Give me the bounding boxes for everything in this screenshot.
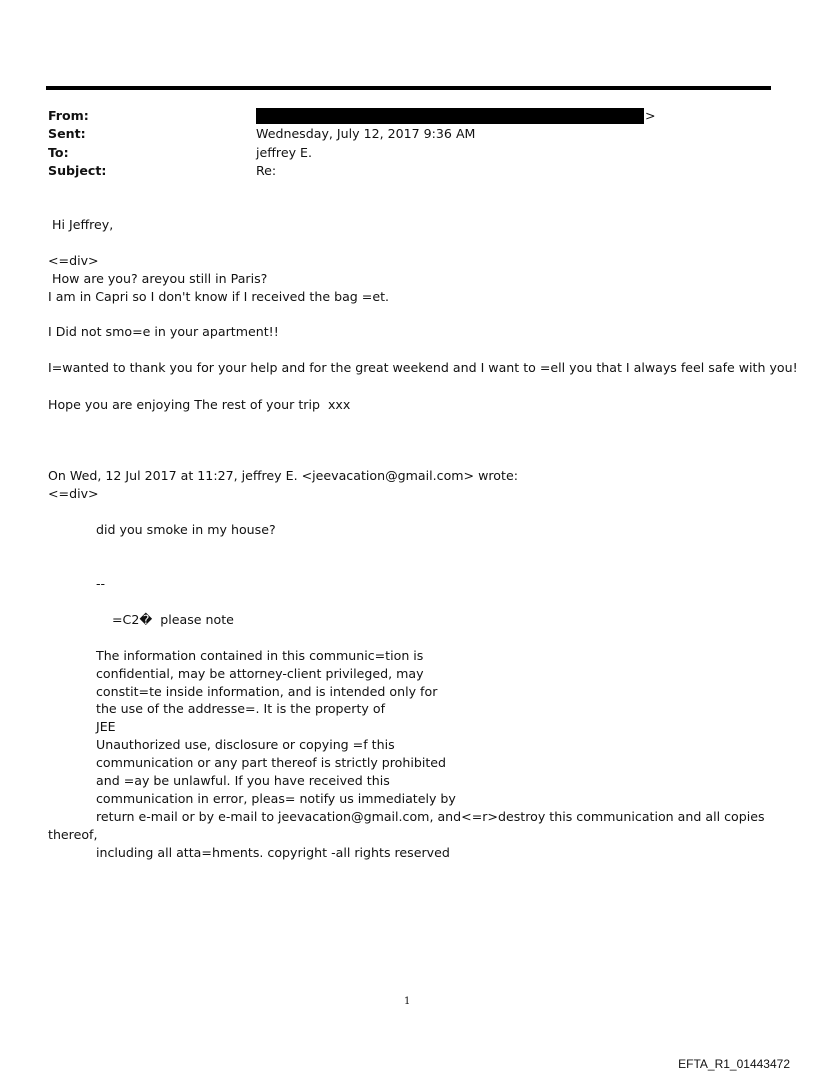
div-tag: <=div> — [48, 486, 99, 501]
redacted-sender-bar — [256, 108, 644, 124]
div-tag: <=div> — [48, 253, 99, 268]
disclaimer-line: return e-mail or by e-mail to jeevacation@gmail.com, and<=r>destroy this communication and all copies — [96, 809, 765, 824]
subject-label: Subject: — [48, 163, 107, 178]
to-label: To: — [48, 145, 69, 160]
disclaimer-line: including all atta=hments. copyright -all rights reserved — [96, 845, 450, 860]
subject-value: Re: — [256, 163, 277, 178]
bates-number: EFTA_R1_01443472 — [678, 1057, 790, 1071]
signature-separator: -- — [96, 576, 106, 591]
body-line: Hope you are enjoying The rest of your trip xxx — [48, 397, 351, 412]
disclaimer-line: confidential, may be attorney-client privileged, may — [96, 666, 424, 681]
quoted-question: did you smoke in my house? — [96, 522, 276, 537]
disclaimer-line: Unauthorized use, disclosure or copying =f this — [96, 737, 395, 752]
disclaimer-line: The information contained in this communic=tion is — [96, 648, 424, 663]
sent-value: Wednesday, July 12, 2017 9:36 AM — [256, 126, 476, 141]
body-line: I Did not smo=e in your apartment!! — [48, 324, 279, 339]
disclaimer-line: constit=te inside information, and is intended only for — [96, 684, 438, 699]
body-line: I=wanted to thank you for your help and for the great weekend and I want to =ell you that I always feel safe with you! — [48, 360, 798, 375]
disclaimer-line: JEE — [96, 719, 116, 734]
page-number: 1 — [404, 996, 411, 1007]
body-line: I am in Capri so I don't know if I received the bag =et. — [48, 289, 390, 304]
greeting: Hi Jeffrey, — [48, 217, 114, 232]
please-note: =C2� please note — [112, 612, 234, 627]
disclaimer-wrap: thereof, — [48, 827, 98, 842]
header-rule — [46, 86, 771, 90]
disclaimer-line: communication in error, pleas= notify us immediately by — [96, 791, 456, 806]
disclaimer-line: communication or any part thereof is strictly prohibited — [96, 755, 447, 770]
sent-label: Sent: — [48, 126, 86, 141]
body-line: How are you? areyou still in Paris? — [48, 271, 268, 286]
disclaimer-line: and =ay be unlawful. If you have received this — [96, 773, 390, 788]
quote-attribution: On Wed, 12 Jul 2017 at 11:27, jeffrey E. <jeevacation@gmail.com> wrote: — [48, 468, 518, 483]
disclaimer-line: the use of the addresse=. It is the property of — [96, 701, 386, 716]
from-value-suffix: > — [645, 108, 656, 123]
from-label: From: — [48, 108, 89, 123]
to-value: jeffrey E. — [256, 145, 312, 160]
